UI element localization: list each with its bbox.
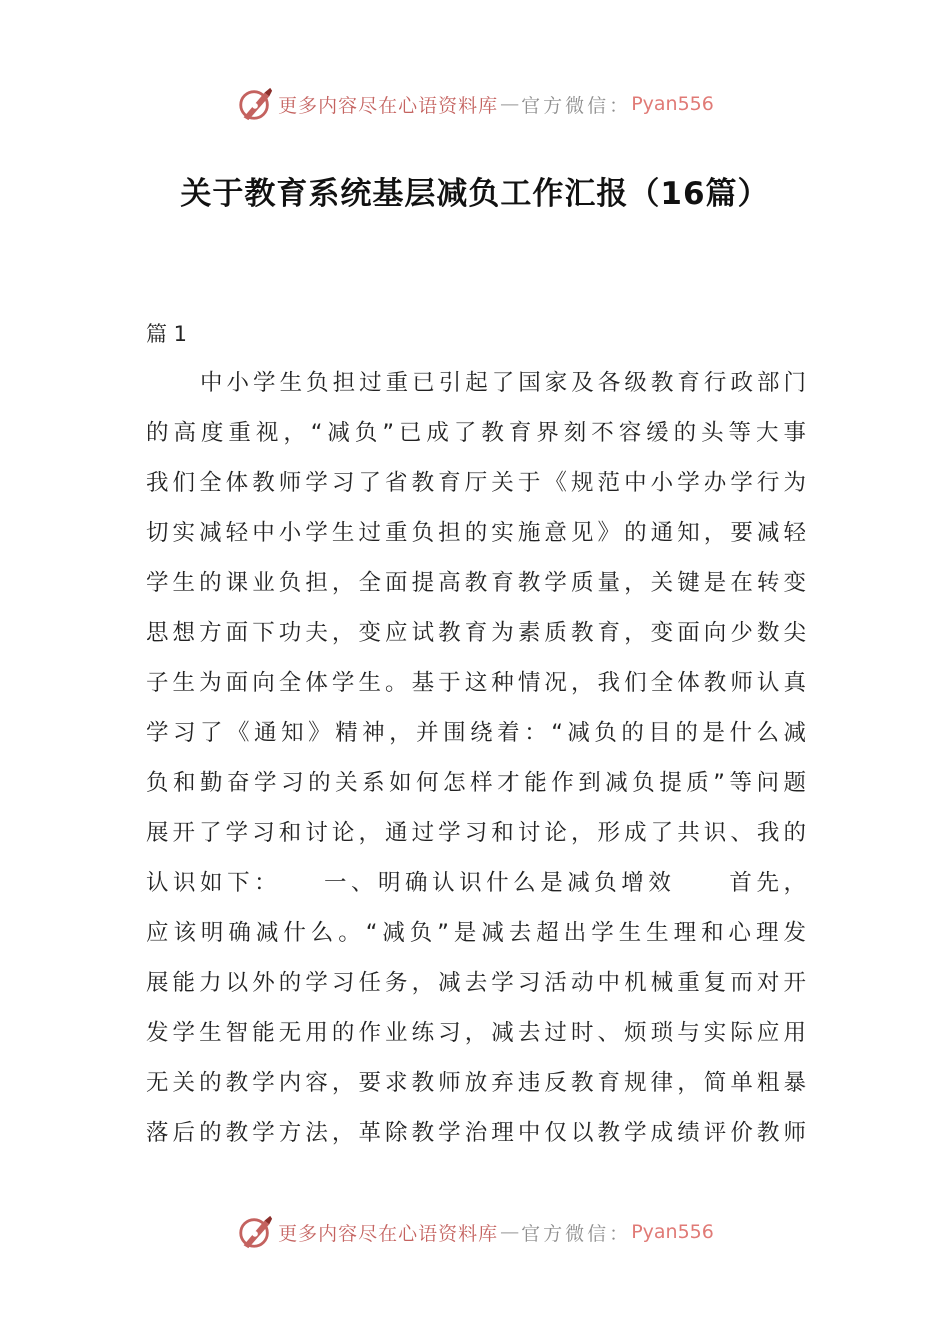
footer-banner-label: 官方微信： <box>521 1222 632 1245</box>
body-line: 思想方面下功夫，变应试教育为素质教育，变面向少数尖 <box>146 620 806 646</box>
body-line: 我们全体教师学习了省教育厅关于《规范中小学办学行为 <box>146 470 806 496</box>
body-line: 展能力以外的学习任务，减去学习活动中机械重复而对开 <box>146 970 806 996</box>
header-banner <box>0 84 950 124</box>
footer-banner <box>0 1212 950 1252</box>
body-line: 切实减轻中小学生过重负担的实施意见》的通知，要减轻 <box>146 520 806 546</box>
body-line: 的高度重视，“减负”已成了教育界刻不容缓的头等大事 <box>146 420 806 446</box>
body-line: 负和勤奋学习的关系如何怎样才能作到减负提质”等问题 <box>146 770 806 796</box>
body-line: 展开了学习和讨论，通过学习和讨论，形成了共识、我的 <box>146 820 806 846</box>
banner-dash: — <box>500 93 520 115</box>
body-line: 学生的课业负担，全面提高教育教学质量，关键是在转变 <box>146 570 806 596</box>
body-line: 发学生智能无用的作业练习，减去过时、烦琐与实际应用 <box>146 1020 806 1046</box>
pen-logo-icon <box>236 1213 274 1251</box>
body-line: 应该明确减什么。“减负”是减去超出学生生理和心理发 <box>146 920 806 946</box>
banner-text: 更多内容尽在心语资料库 <box>278 94 499 117</box>
footer-banner-dash: — <box>500 1221 520 1243</box>
document-body <box>146 358 806 1158</box>
pen-logo-icon <box>236 85 274 123</box>
body-line: 落后的教学方法，革除教学治理中仅以教学成绩评价教师 <box>146 1120 806 1146</box>
body-line: 子生为面向全体学生。基于这种情况，我们全体教师认真 <box>146 670 806 696</box>
banner-label: 官方微信： <box>521 94 632 117</box>
body-line: 中小学生负担过重已引起了国家及各级教育行政部门 <box>200 370 806 396</box>
document-title: 关于教育系统基层减负工作汇报（16篇） <box>180 176 770 212</box>
body-line: 认识如下： 一、明确认识什么是减负增效 首先， <box>146 870 806 896</box>
body-line: 无关的教学内容，要求教师放弃违反教育规律，简单粗暴 <box>146 1070 806 1096</box>
body-line: 学习了《通知》精神，并围绕着：“减负的目的是什么减 <box>146 720 806 746</box>
footer-banner-wechat-id: Pyan556 <box>631 1221 714 1243</box>
section-heading: 篇 1 <box>146 322 188 346</box>
banner-wechat-id: Pyan556 <box>631 93 714 115</box>
footer-banner-text: 更多内容尽在心语资料库 <box>278 1222 499 1245</box>
